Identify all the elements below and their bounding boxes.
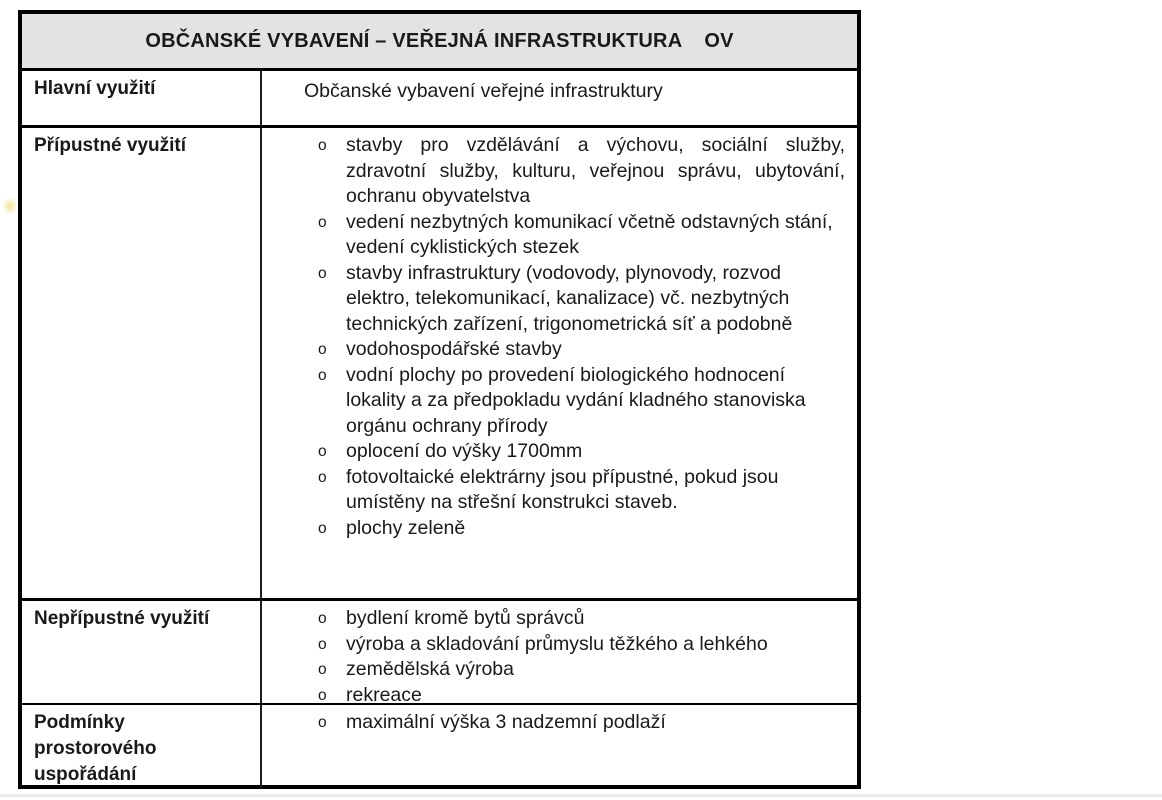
circle-bullet-icon: o <box>318 714 327 731</box>
list-item: o vodohospodářské stavby <box>318 337 845 363</box>
circle-bullet-icon: o <box>318 137 327 154</box>
row-permitted-use-value <box>262 128 857 598</box>
list-item: o rekreace <box>318 683 845 709</box>
list-item: o stavby pro vzdělávání a výchovu, sociální služby, zdravotní služby, kulturu, veřejnou správu, ubytování, ochranu obyvatelstva <box>318 133 845 210</box>
row-spatial-conditions-label: Podmínky prostorového uspořádání <box>22 705 262 788</box>
forbidden-use-list <box>262 606 857 708</box>
circle-bullet-icon: o <box>318 635 327 653</box>
row-main-use <box>22 71 857 128</box>
circle-bullet-icon: o <box>318 686 327 704</box>
circle-bullet-icon: o <box>318 468 327 486</box>
circle-bullet-icon: o <box>318 519 327 537</box>
circle-bullet-icon: o <box>318 213 327 231</box>
land-use-regulation-table <box>18 10 861 789</box>
list-item: o stavby infrastruktury (vodovody, plynovody, rozvod elektro, telekomunikací, kanalizace) vč. nezbytných technických zařízení, trigonometrická síť a podobně <box>318 261 845 338</box>
page-margin-mark <box>2 197 18 215</box>
permitted-use-list <box>262 133 857 541</box>
table-title-row <box>22 14 857 71</box>
list-item: o fotovoltaické elektrárny jsou přípustné, pokud jsou umístěny na střešní konstrukci staveb. <box>318 465 845 516</box>
table-title: OBČANSKÉ VYBAVENÍ – VEŘEJNÁ INFRASTRUKTURA <box>145 29 683 52</box>
list-item: o oplocení do výšky 1700mm <box>318 439 845 465</box>
list-item: o zemědělská výroba <box>318 657 845 683</box>
row-main-use-label: Hlavní využití <box>22 71 262 125</box>
circle-bullet-icon: o <box>318 366 327 384</box>
list-item: o bydlení kromě bytů správců <box>318 606 845 632</box>
row-forbidden-use-value <box>262 601 857 706</box>
list-item: o vedení nezbytných komunikací včetně odstavných stání, vedení cyklistických stezek <box>318 210 845 261</box>
row-permitted-use-label: Přípustné využití <box>22 128 262 598</box>
circle-bullet-icon: o <box>318 264 327 282</box>
row-forbidden-use-label: Nepřípustné využití <box>22 601 262 703</box>
row-spatial-conditions-value <box>262 705 857 788</box>
list-item: o maximální výška 3 nadzemní podlaží <box>318 710 845 736</box>
list-item: o vodní plochy po provedení biologického hodnocení lokality a za předpokladu vydání kladného stanoviska orgánu ochrany přírody <box>318 363 845 440</box>
row-spatial-conditions <box>22 705 857 788</box>
circle-bullet-icon: o <box>318 341 327 358</box>
list-item: o plochy zeleně <box>318 516 845 542</box>
row-main-use-value: Občanské vybavení veřejné infrastruktury <box>304 80 663 102</box>
row-forbidden-use <box>22 601 857 705</box>
table-title-code: OV <box>704 29 734 52</box>
circle-bullet-icon: o <box>318 661 327 678</box>
circle-bullet-icon: o <box>318 610 327 627</box>
list-item: o výroba a skladování průmyslu těžkého a lehkého <box>318 632 845 658</box>
spatial-conditions-list <box>262 710 857 736</box>
row-permitted-use <box>22 128 857 601</box>
circle-bullet-icon: o <box>318 443 327 460</box>
page-bottom-divider <box>0 794 1162 797</box>
